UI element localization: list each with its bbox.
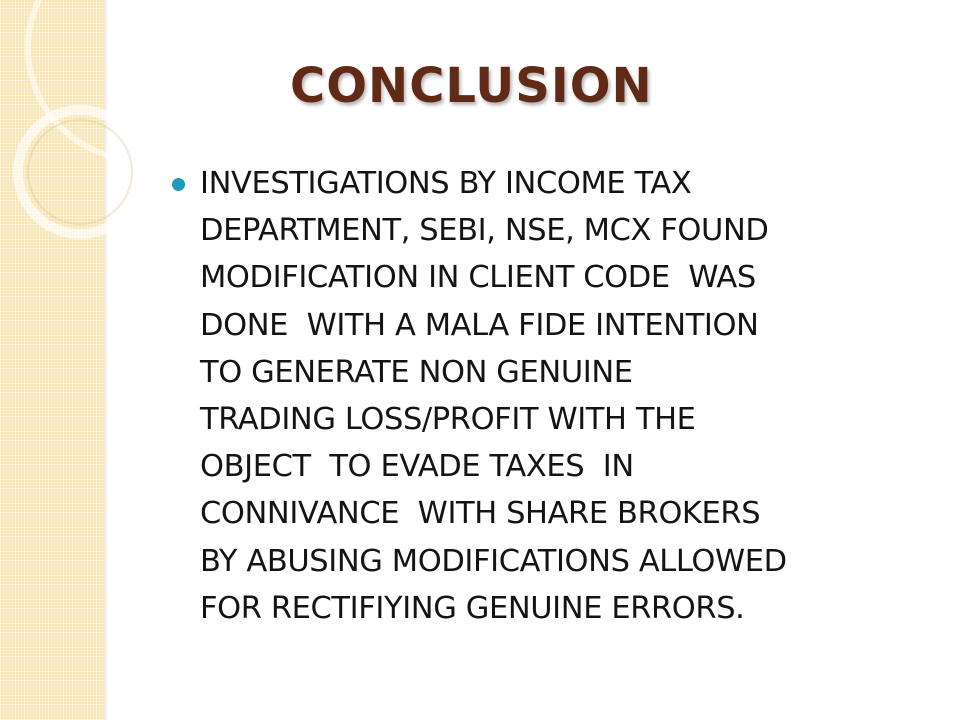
bullet-line: INVESTIGATIONS BY INCOME TAX	[200, 166, 692, 201]
bullet-line: CONNIVANCE WITH SHARE BROKERS	[200, 496, 761, 532]
bullet-list	[172, 160, 934, 632]
decorative-circle-small	[18, 110, 142, 234]
bullet-text	[200, 160, 934, 632]
bullet-line: BY ABUSING MODIFICATIONS ALLOWED	[200, 543, 787, 579]
bullet-dot-icon	[172, 178, 185, 191]
bullet-item	[172, 160, 934, 632]
slide-title: CONCLUSION	[290, 58, 653, 114]
bullet-line: FOR RECTIFIYING GENUINE ERRORS.	[200, 590, 745, 626]
decorative-circle-large	[28, 0, 200, 160]
decorative-circles	[0, 0, 200, 300]
decorative-circle-inner	[28, 120, 132, 224]
bullet-line: TO GENERATE NON GENUINE	[200, 354, 633, 390]
bullet-line: OBJECT TO EVADE TAXES IN	[200, 449, 634, 485]
bullet-line: DEPARTMENT, SEBI, NSE, MCX FOUND	[200, 213, 769, 249]
bullet-line: DONE WITH A MALA FIDE INTENTION	[200, 307, 759, 343]
bullet-line: TRADING LOSS/PROFIT WITH THE	[200, 402, 696, 438]
bullet-line: MODIFICATION IN CLIENT CODE WAS	[200, 260, 756, 296]
